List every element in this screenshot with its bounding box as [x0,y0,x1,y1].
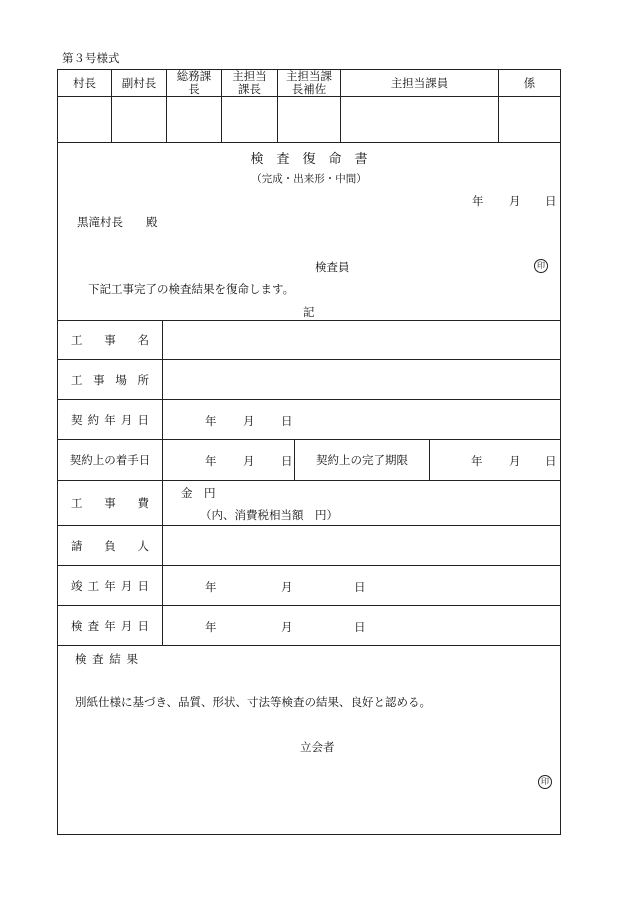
approval-header-general-affairs-chief: 総務課長 [176,69,212,96]
start-date-day: 日 [281,454,293,468]
witness-label: 立会者 [300,740,335,754]
deadline-year: 年 [471,454,483,468]
work-cost-amount: 金 円 [181,486,216,500]
approval-header-assistant-chief: 主担当課長補佐 [286,69,332,96]
contractor-field[interactable] [163,526,560,565]
statement: 下記工事完了の検査結果を復命します。 [88,282,295,296]
result-text: 別紙仕様に基づき、品質、形状、寸法等検査の結果、良好と認める。 [75,695,432,709]
doc-subtitle: （完成・出来形・中間） [251,173,367,185]
inspection-day: 日 [354,620,366,634]
ki-mark: 記 [303,305,315,319]
approval-header-mayor: 村長 [73,75,96,90]
inspector-label: 検査員 [315,260,350,274]
approval-header-deputy-mayor: 副村長 [121,75,157,90]
completion-month: 月 [281,580,293,594]
approval-header-section-chief: 主担当課長 [232,69,267,96]
inspection-month: 月 [281,620,293,634]
completion-day: 日 [354,580,366,594]
approval-header-clerk: 係 [523,75,536,90]
work-cost-tax: （内、消費税相当額 円） [200,508,338,522]
contractor-label: 請 負 人 [71,538,149,553]
contract-date-month: 月 [243,414,255,428]
work-place-field[interactable] [163,360,560,399]
contract-date-year: 年 [205,414,217,428]
completion-deadline-label: 契約上の完了期限 [316,453,408,467]
form-number: 第３号様式 [62,51,120,65]
witness-seal: 印 [538,775,552,789]
work-cost-label: 工 事 費 [71,496,149,510]
inspection-date-label: 検 査 年 月 日 [71,618,149,633]
date-month: 月 [509,194,521,208]
start-date-year: 年 [205,454,217,468]
work-place-label: 工 事 場 所 [71,372,149,387]
work-name-label: 工 事 名 [71,333,149,347]
date-year: 年 [472,194,484,208]
work-name-field[interactable] [163,321,560,359]
result-heading: 検 査 結 果 [75,652,139,666]
start-date-label: 契約上の着手日 [69,453,151,467]
contract-date-label: 契 約 年 月 日 [71,412,149,427]
date-day: 日 [545,194,557,208]
deadline-day: 日 [545,454,557,468]
completion-date-label: 竣 工 年 月 日 [71,578,149,593]
start-date-month: 月 [243,454,255,468]
inspector-seal: 印 [534,259,548,273]
deadline-month: 月 [509,454,521,468]
approval-header-staff: 主担当課員 [390,75,449,90]
addressee: 黒滝村長 殿 [77,215,158,229]
contract-date-day: 日 [281,414,293,428]
doc-title: 検 査 復 命 書 [250,152,368,167]
inspection-year: 年 [205,620,217,634]
completion-year: 年 [205,580,217,594]
